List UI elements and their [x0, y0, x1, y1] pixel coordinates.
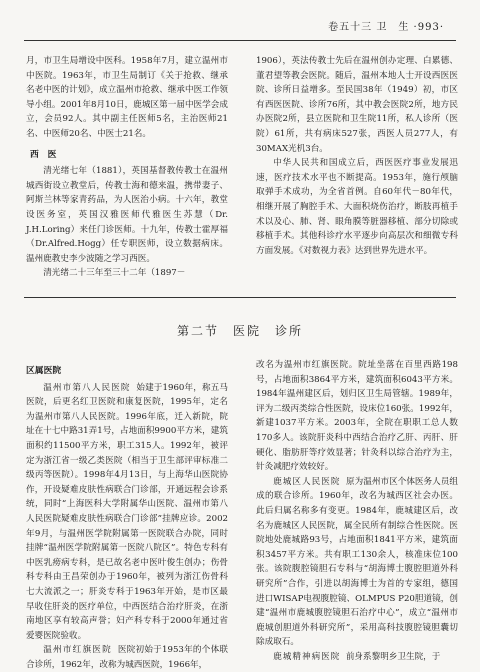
paragraph: [256, 650, 458, 665]
top-left-column: [26, 54, 228, 281]
paragraph: [256, 475, 458, 650]
paragraph-text: 前身系黎明乡卫生院，于: [345, 651, 441, 662]
paragraph: [26, 381, 228, 644]
paragraph: 1906），英法传教士先后在温州创办定理、白累德、董君望等教会医院。随后，温州本地人士开设西医医院、诊所日益增多。至民国38年（1949）初，市区有西医医院、诊所76所，其中教会医院2所，地方民办医院2所，县立医院和卫生院11所，私人诊所（医院）61所，共有病床527张，西医人员277人，有30MAX光机3台。: [256, 56, 458, 154]
paragraph: [26, 643, 228, 672]
institution-name: 鹿城区人民医院: [273, 476, 341, 487]
paragraph-text: 始建于1960年，称五马医院，后更名红卫医院和康复医院，1995年，定名为温州市第八人民医院。1996年底，迁入新院，院址在十七中路31弄1号，占地面积9900平方米，建筑面积约11500平方米，职工315人。1992年，被评定为浙江省一级乙类医院（相当于卫生部评审标准二级丙等医院）。1998年4月13日，与上海华山医院协作，开设疑难皮肤性病联合门诊部，开通远程会诊系统，同时“上海医科大学附属华山医院、温州市第八人民医院疑难皮肤性病联合门诊部”挂牌应诊。2002年9月，与温州医学院附属第一医院联合办院，同时挂牌“温州医学院附属第一医院八院区”。特色专科有中医乳痨病专科，是已故名老中医叶俊生创办；伤骨科专科由王昌荣创办于1960年，被列为浙江伤骨科七大流派之一；肝炎专科于1963年开始，是市区最早收住肝炎的医疗单位，中西医结合治疗肝炎，在浙南地区享有较高声誉；妇产科专科于2000年通过省爱婴医院验收。: [26, 382, 228, 641]
paragraph: 改名为温州市红旗医院。院址坐落在百里西路198号，占地面积3864平方米，建筑面积6043平方米。1984年温州建区后，划归区卫生局管辖。1989年，评为二级丙类综合性医院，设床位160张。1992年，新建1037平方米。2003年，全院在职职工总人数170多人。该院肝炎科中西结合治疗乙肝、丙肝、肝硬化、脂肪肝等疗效显著；针灸科以综合治疗为主，针灸减肥疗效较好。: [256, 360, 458, 473]
institution-name: 温州市第八人民医院: [43, 382, 131, 393]
subheading-western-medicine: 西 医: [30, 149, 57, 160]
paragraph: 月，市卫生局增设中医科。1958年7月，建立温州市中医院。1963年，市卫生局制订《关于抢救、继承名老中医的计划》，成立温州市抢救、继承中医工作领导小组。2001年8月10日，鹿城区第一届中医学会成立，会员92人。其中副主任医师5名，主治医师21名、中医师20名、中医士21名。: [26, 56, 228, 139]
paragraph: 中华人民共和国成立后，西医医疗事业发展迅速，医疗技术水平也不断提高。1953年，施行颅脑取弹手术成功，为全省首例。自60年代－80年代，相继开展了胸腔手术、大面积烧伤治疗，断肢再植手术以及心、肺、肾、眼角膜等脏器移植、部分切除或移植手术。其他科诊疗水平逐步向高层次和细微专科方面发展。《对数视力表》达到世界先进水平。: [256, 158, 458, 256]
section-divider: [24, 297, 456, 298]
page-header: [0, 18, 480, 36]
paragraph-text: 原为温州市区个体医务人员组成的联合诊所。1960年，改名为城西区社会办医。此后归属名称多有变更。1984年，鹿城建区后，改名为鹿城区人民医院，属全民所有制综合性医院。医院地处鹿城路93号，占地面积1841平方米，建筑面积3457平方米。共有职工130余人，核准床位100张。该院腹腔镜胆石专科与“胡海博士腹腔胆道外科研究所”合作，引进以胡海博士为首的专家组，德国进口WISAP电视腹腔镜、OLMPUS P20胆道镜，创建“温州市鹿城腹腔镜胆石治疗中心”，成立“温州市鹿城创胆道外科研究所”，采用高科技腹腔镜胆囊切除成取石。: [256, 476, 458, 648]
header-rule: [24, 40, 456, 41]
subheading-district-hospitals: 区属医院: [26, 366, 62, 376]
header-chapter-and-page: [328, 18, 444, 33]
bottom-right-column: [256, 358, 458, 664]
top-right-column: [256, 54, 458, 258]
paragraph: 清光绪七年（1881），英国基督教传教士在温州城西街设立教堂后，传教士海和德来温，携带妻子、阿斯兰林等家青药品，为人医治小病。十六年，教堂设医务室，英国汉雅医师代雅医生苏慧（Dr. J.H.Loring）来任门诊医师。十九年，传教士霍厚福（Dr.Alfred.Hogg）任专职医师，设立数据病床。温州鹿教史李少波随之学习西医。: [26, 166, 228, 264]
paragraph: 清光绪二十三年至三十二年（1897－: [43, 268, 186, 279]
section-title: 第二节 医院 诊所: [176, 324, 303, 338]
header-chapter: 卷五十三 卫 生: [328, 22, 410, 33]
bottom-left-column: [26, 358, 228, 672]
institution-name: 鹿城精神病医院: [273, 651, 341, 662]
header-page-number: ·993·: [413, 22, 444, 33]
institution-name: 温州市红旗医院: [43, 645, 112, 656]
paragraph-text: 医院初始于1953年的个体联合诊所，1962年，改称为城西医院，1966年，: [26, 645, 228, 670]
